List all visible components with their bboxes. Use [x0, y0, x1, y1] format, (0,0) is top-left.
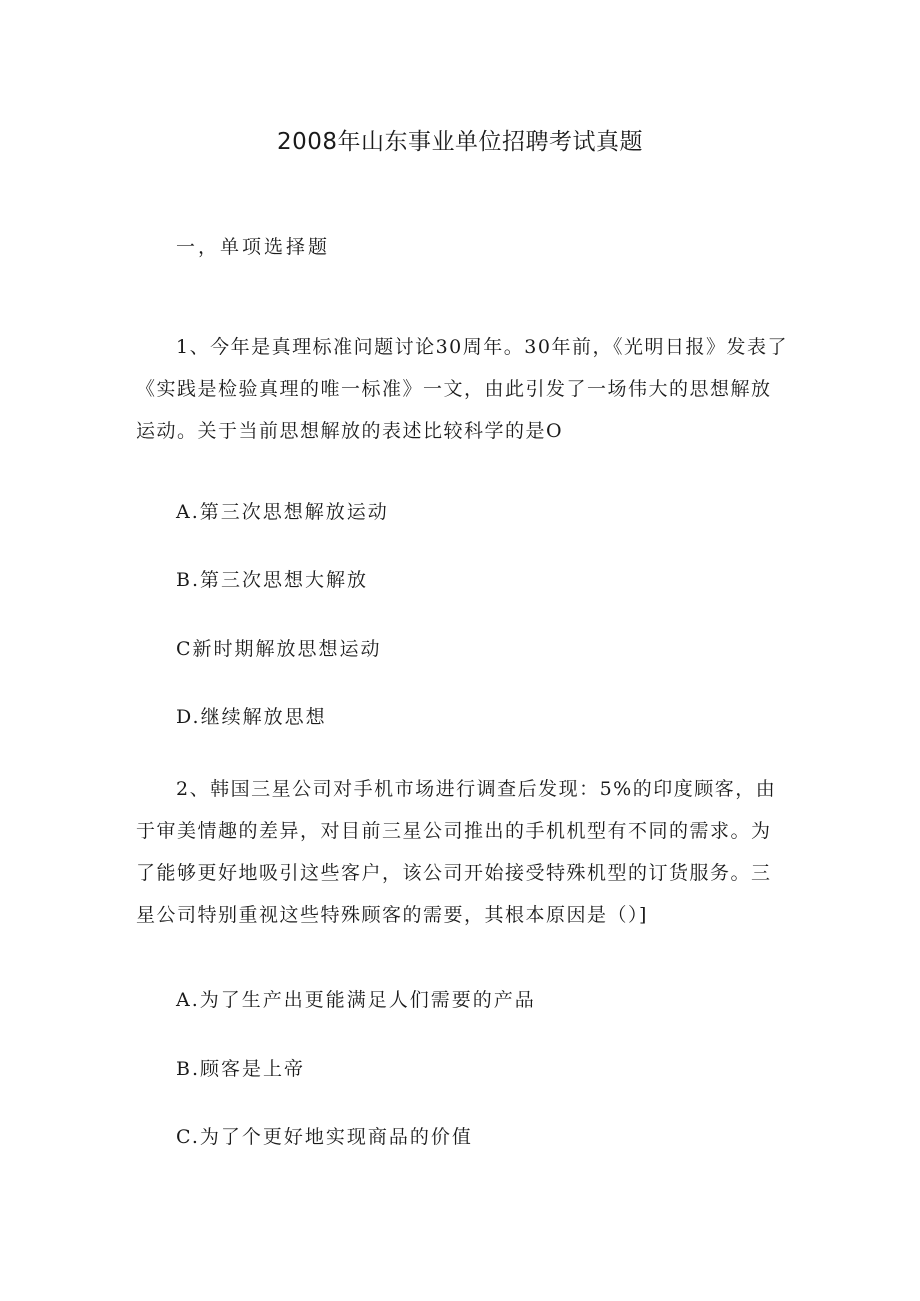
question-1-option-d: D.继续解放思想	[176, 706, 327, 728]
question-1-option-c: C新时期解放思想运动	[176, 638, 382, 660]
question-2-text: 2、韩国三星公司对手机市场进行调查后发现：5%的印度顾客，由于审美情趣的差异，对目前三星公司推出的手机机型有不同的需求。为了能够更好地吸引这些客户，该公司开始接受特殊机型的订货服务。三星公司特别重视这些特殊顾客的需要，其根本原因是（）]	[136, 778, 777, 926]
question-1-option-a: A.第三次思想解放运动	[176, 501, 389, 523]
question-1-text: 1、今年是真理标准问题讨论30周年。30年前，《光明日报》发表了《实践是检验真理的唯一标准》一文，由此引发了一场伟大的思想解放运动。关于当前思想解放的表述比较科学的是O	[136, 336, 788, 442]
question-2-option-c: C.为了个更好地实现商品的价值	[176, 1126, 473, 1148]
document-title: 2008年山东事业单位招聘考试真题	[276, 129, 644, 155]
question-1-option-b: B.第三次思想大解放	[176, 569, 369, 591]
section-heading: 一，单项选择题	[176, 236, 331, 258]
question-2-option-a: A.为了生产出更能满足人们需要的产品	[176, 989, 536, 1011]
question-2-option-b: B.顾客是上帝	[176, 1058, 306, 1080]
